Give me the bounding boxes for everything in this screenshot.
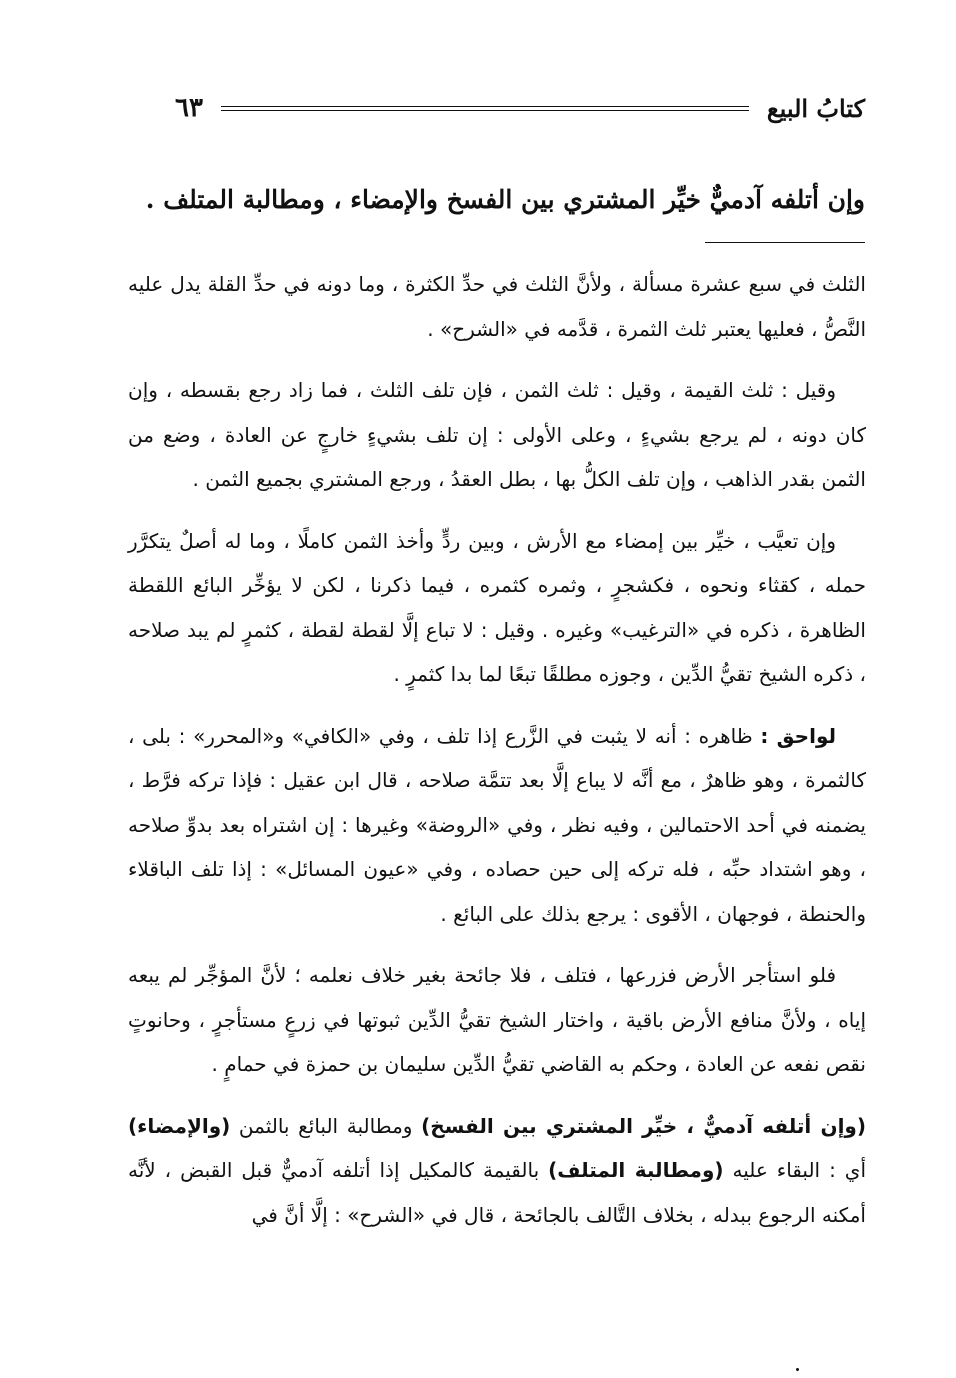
paragraph-1: الثلث في سبع عشرة مسألة ، ولأنَّ الثلث في حدِّ الكثرة ، وما دونه في حدِّ القلة يدل عليه النَّصُّ ، فعليها يعتبر ثلث الثمرة ، قدَّمه في «الشرح» . bbox=[128, 272, 866, 341]
paragraph-3: وإن تعيَّب ، خيِّر بين إمضاء مع الأرش ، وبين ردٍّ وأخذ الثمن كاملًا ، وما له أصلٌ يتكرَّر حمله ، كقثاء ونحوه ، فكشجرٍ ، وثمره كثمره ، فيما ذكرنا ، لكن لا يؤخِّر البائع اللقطة الظاهرة ، ذكره في «الترغيب» وغيره . وقيل : لا تباع إلَّا لقطة لقطة ، كثمرٍ لم يبد صلاحه ، ذكره الشيخ تقيُّ الدِّين ، وجوزه مطلقًا تبعًا لما بدا كثمرٍ . bbox=[128, 528, 866, 686]
running-title: كتابُ البيع bbox=[766, 93, 865, 123]
matn-quote-2: (والإمضاء) bbox=[128, 1113, 231, 1138]
page-number: ٦٣ bbox=[175, 93, 203, 123]
lawahiq-heading: لواحق : bbox=[760, 723, 836, 748]
matn-quote-3: (ومطالبة المتلف) bbox=[548, 1158, 724, 1182]
commentary-body bbox=[128, 262, 866, 1254]
paragraph-6-text-3: بالقيمة كالمكيل إذا أتلفه آدميٌّ قبل القبض ، لأنَّه أمكنه الرجوع ببدله ، بخلاف التَّالف بالجائحة ، قال في «الشرح» : إلَّا أنَّ في bbox=[128, 1158, 866, 1227]
print-speck bbox=[796, 1368, 799, 1371]
paragraph-6-text-2: أي : البقاء عليه bbox=[723, 1158, 866, 1182]
paragraph-4-text: ظاهره : أنه لا يثبت في الزَّرع إذا تلف ، وفي «الكافي» و«المحرر» : بلى ، كالثمرة ، وهو ظاهرٌ ، مع أنَّه لا يباع إلَّا بعد تتمَّة صلاحه ، قال ابن عقيل : فإذا تركه فرَّط ، يضمنه في أحد الاحتمالين ، وفيه نظر ، وفي «الروضة» وغيرها : إن اشتراه بعد بدوِّ صلاحه ، وهو اشتداد حبِّه ، فله تركه إلى حين حصاده ، وفي «عيون المسائل» : إذا تلف الباقلاء والحنطة ، فوجهان ، الأقوى : يرجع بذلك على البائع . bbox=[128, 723, 866, 926]
paragraph-2: وقيل : ثلث القيمة ، وقيل : ثلث الثمن ، فإن تلف الثلث ، فما زاد رجع بقسطه ، وإن كان دونه ، لم يرجع بشيءٍ ، وعلى الأولى : إن تلف بشيءٍ خارجٍ عن العادة ، وضع من الثمن بقدر الذاهب ، وإن تلف الكلُّ بها ، بطل العقدُ ، ورجع المشتري بجميع الثمن . bbox=[128, 378, 866, 491]
paragraph-6-text-1: ومطالبة البائع بالثمن bbox=[230, 1113, 422, 1138]
page-header bbox=[175, 88, 865, 128]
matn-quote-1: (وإن أتلفه آدميٌّ ، خيِّر المشتري بين الفسخ) bbox=[421, 1113, 867, 1138]
paragraph-6 bbox=[128, 1104, 866, 1238]
footnote-separator bbox=[705, 242, 865, 243]
paragraph-5: فلو استأجر الأرض فزرعها ، فتلف ، فلا جائحة بغير خلاف نعلمه ؛ لأنَّ المؤجِّر لم يبعه إياه ، ولأنَّ منافع الأرض باقية ، واختار الشيخ تقيُّ الدِّين ثبوتها في زرعٍ مستأجرٍ ، وحانوتٍ نقص نفعه عن العادة ، وحكم به القاضي تقيُّ الدِّين سليمان بن حمزة في حمامٍ . bbox=[128, 963, 866, 1076]
matn-text: وإن أتلفه آدميٌّ خيِّر المشتري بين الفسخ والإمضاء ، ومطالبة المتلف . bbox=[145, 185, 865, 214]
header-rule bbox=[221, 106, 749, 111]
paragraph-4 bbox=[128, 714, 866, 937]
